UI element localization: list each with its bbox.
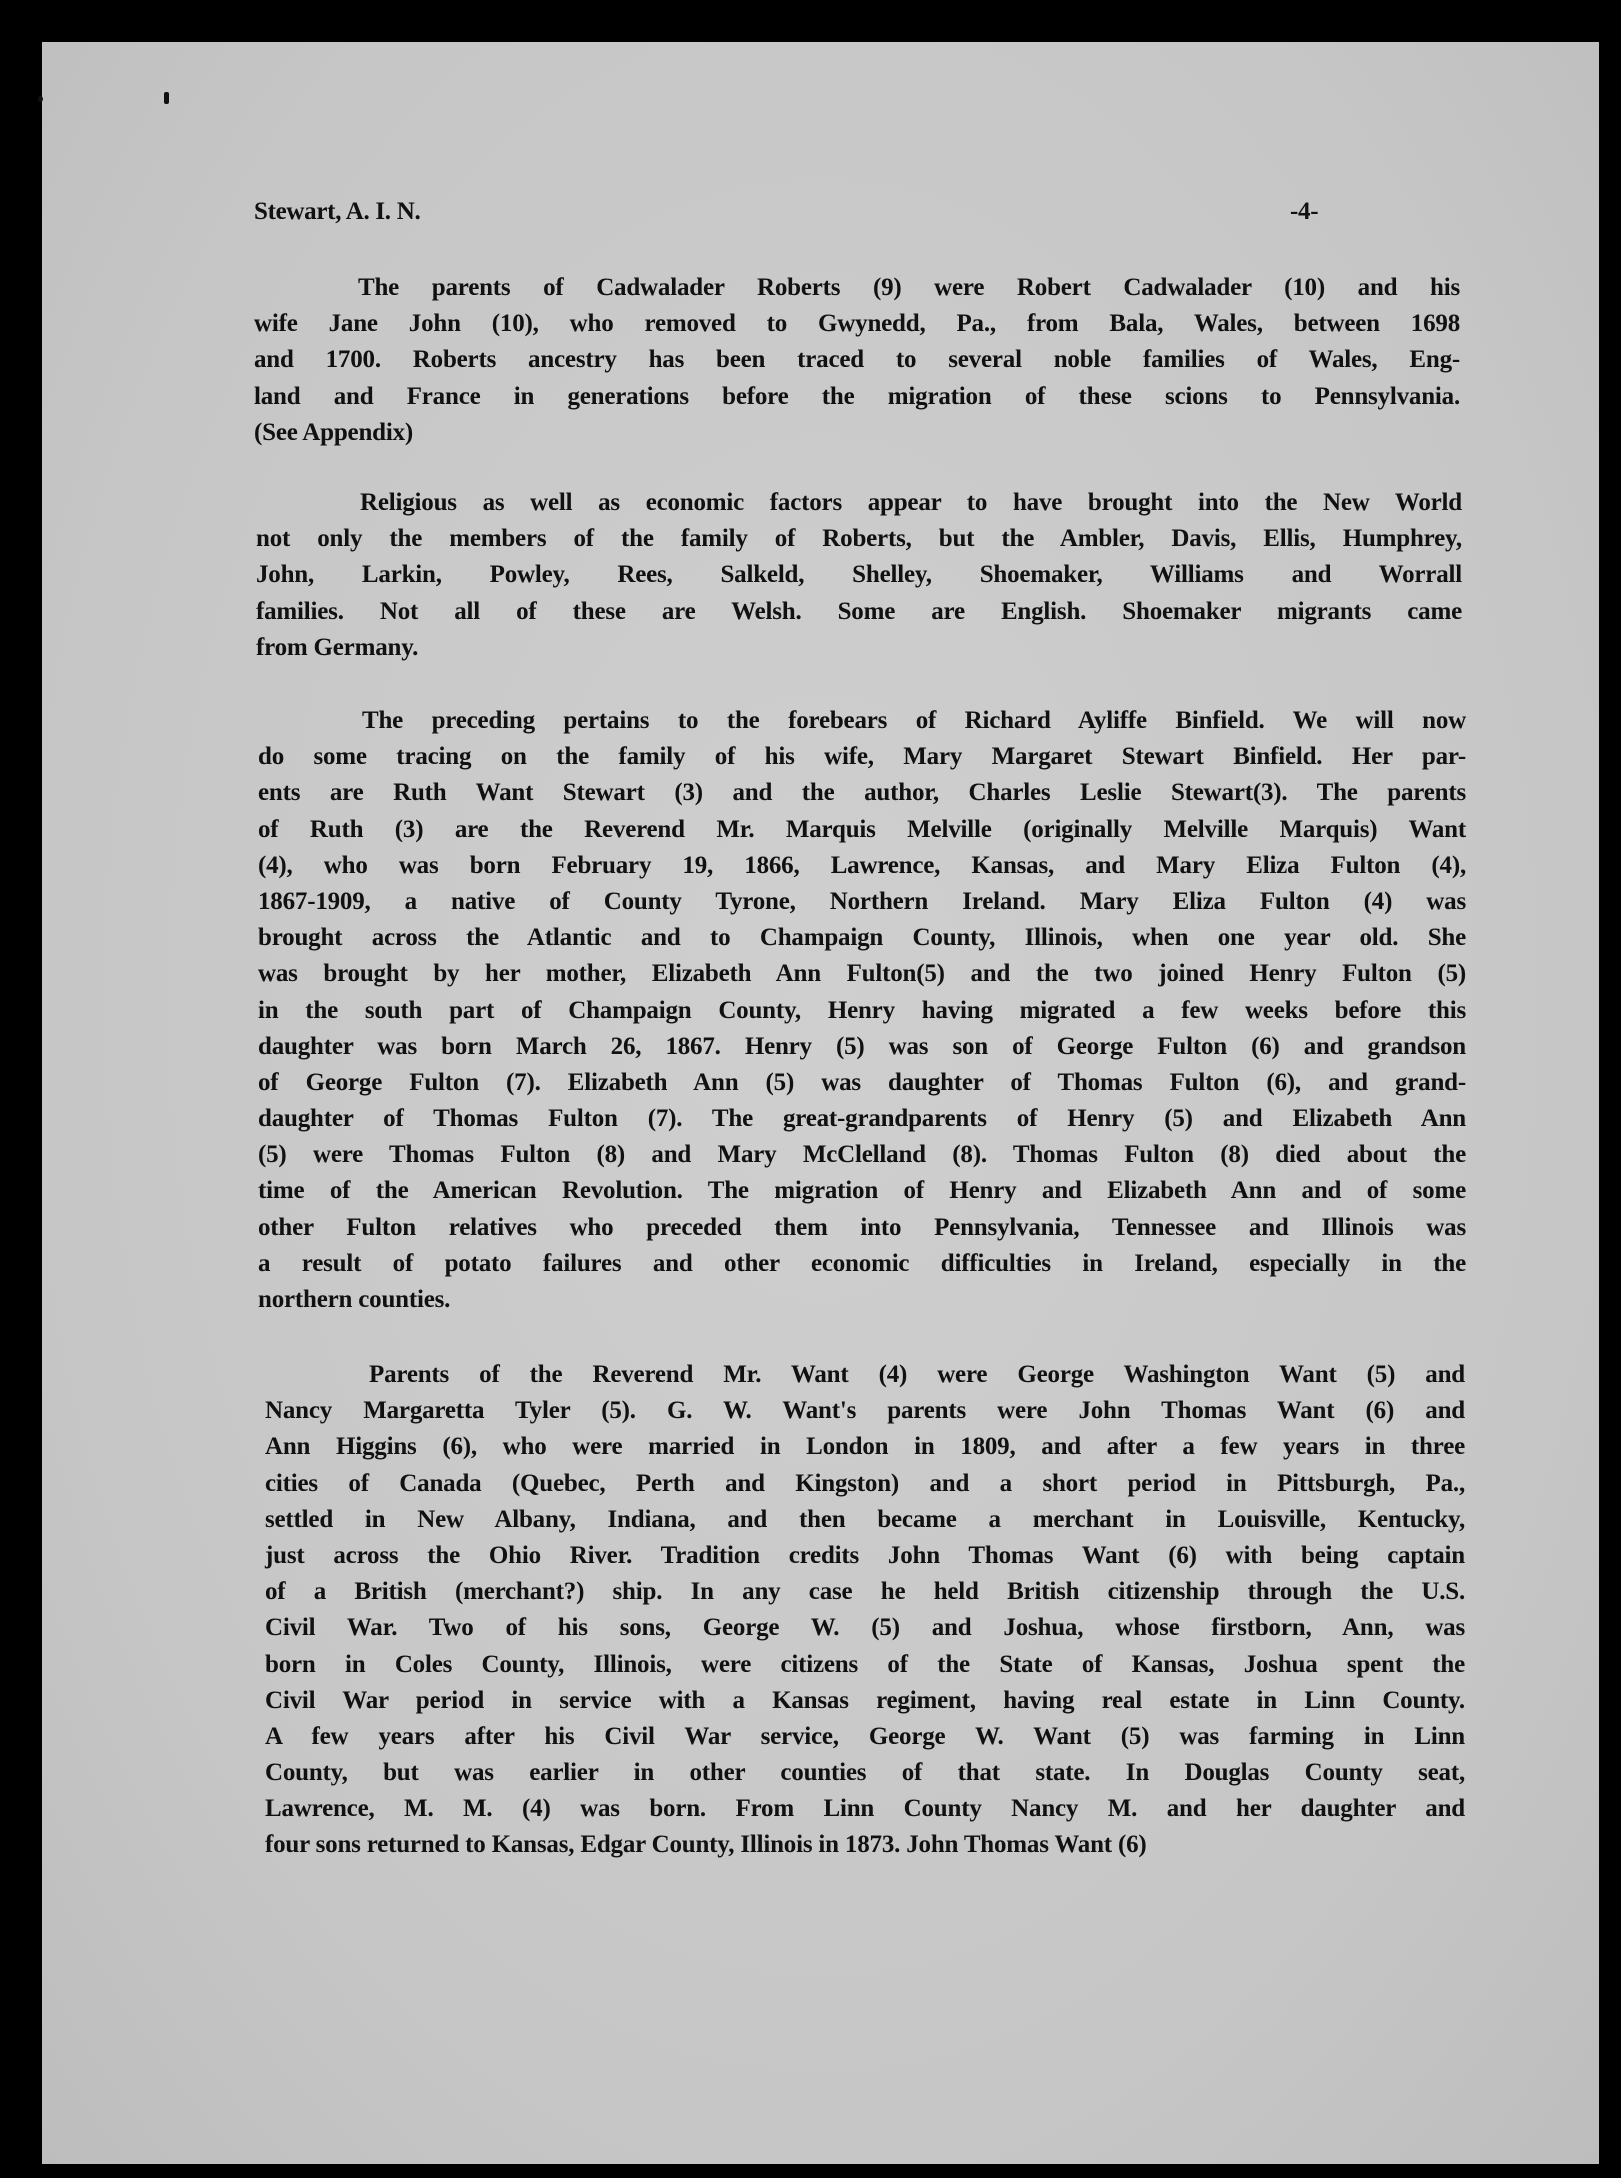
text-line: Lawrence, M. M. (4) was born. From Linn County Nancy M. and her daughter and [265,1795,1465,1823]
paragraph [254,270,1460,451]
paragraph [265,1357,1465,1864]
text-line: in the south part of Champaign County, Henry having migrated a few weeks before this [258,996,1466,1024]
page-number: -4- [1290,198,1319,225]
paragraph [258,703,1466,1318]
text-line: of George Fulton (7). Elizabeth Ann (5) was daughter of Thomas Fulton (6), and grand- [258,1068,1466,1096]
text-line: Civil War period in service with a Kansas regiment, having real estate in Linn County. [265,1686,1465,1714]
text-line: families. Not all of these are Welsh. Some are English. Shoemaker migrants came [256,597,1462,625]
text-line: do some tracing on the family of his wife, Mary Margaret Stewart Binfield. Her par- [258,743,1466,771]
text-line: born in Coles County, Illinois, were citizens of the State of Kansas, Joshua spent the [265,1650,1465,1678]
text-line: brought across the Atlantic and to Champaign County, Illinois, when one year old. She [258,924,1466,952]
speck-mark [38,96,43,102]
text-line: (See Appendix) [254,418,414,446]
text-line: time of the American Revolution. The migration of Henry and Elizabeth Ann and of some [258,1177,1466,1205]
text-line: daughter of Thomas Fulton (7). The great-grandparents of Henry (5) and Elizabeth Ann [258,1105,1466,1133]
text-line: settled in New Albany, Indiana, and then became a merchant in Louisville, Kentucky, [265,1505,1465,1533]
text-line: and 1700. Roberts ancestry has been traced to several noble families of Wales, Eng- [254,346,1460,374]
text-line: northern counties. [258,1286,451,1313]
text-line: wife Jane John (10), who removed to Gwynedd, Pa., from Bala, Wales, between 1698 [254,310,1460,338]
text-line: cities of Canada (Quebec, Perth and Kingston) and a short period in Pittsburgh, Pa., [265,1469,1465,1497]
text-line: Civil War. Two of his sons, George W. (5) and Joshua, whose firstborn, Ann, was [265,1614,1465,1642]
text-line: A few years after his Civil War service, George W. Want (5) was farming in Linn [265,1722,1465,1750]
text-line: Religious as well as economic factors appear to have brought into the New World [360,489,1462,516]
header-author: Stewart, A. I. N. [254,198,421,225]
text-line: John, Larkin, Powley, Rees, Salkeld, Shelley, Shoemaker, Williams and Worrall [256,561,1462,589]
text-line: County, but was earlier in other counties of that state. In Douglas County seat, [265,1759,1465,1787]
text-line: a result of potato failures and other economic difficulties in Ireland, especially in the [258,1249,1466,1277]
text-line: just across the Ohio River. Tradition credits John Thomas Want (6) with being captain [265,1541,1465,1569]
text-line: not only the members of the family of Roberts, but the Ambler, Davis, Ellis, Humphrey, [256,525,1462,553]
text-line: The parents of Cadwalader Roberts (9) were Robert Cadwalader (10) and his [358,274,1460,301]
text-line: (5) were Thomas Fulton (8) and Mary McClelland (8). Thomas Fulton (8) died about the [258,1141,1466,1169]
text-line: Nancy Margaretta Tyler (5). G. W. Want's parents were John Thomas Want (6) and [265,1397,1465,1425]
text-line: daughter was born March 26, 1867. Henry (5) was son of George Fulton (6) and grandson [258,1032,1466,1060]
text-line: (4), who was born February 19, 1866, Lawrence, Kansas, and Mary Eliza Fulton (4), [258,851,1466,879]
text-line: of Ruth (3) are the Reverend Mr. Marquis Melville (originally Melville Marquis) Want [258,815,1466,843]
text-line: land and France in generations before the migration of these scions to Pennsylvania. [254,382,1460,410]
text-line: Ann Higgins (6), who were married in London in 1809, and after a few years in three [265,1433,1465,1461]
speck-mark [164,92,169,104]
text-line: The preceding pertains to the forebears of Richard Ayliffe Binfield. We will now [362,707,1466,734]
text-line: other Fulton relatives who preceded them into Pennsylvania, Tennessee and Illinois was [258,1213,1466,1241]
text-line: 1867-1909, a native of County Tyrone, Northern Ireland. Mary Eliza Fulton (4) was [258,887,1466,915]
paragraph [256,485,1462,666]
text-line: from Germany. [256,633,419,661]
text-line: Parents of the Reverend Mr. Want (4) were George Washington Want (5) and [369,1361,1465,1388]
text-line: was brought by her mother, Elizabeth Ann Fulton(5) and the two joined Henry Fulton (5) [258,960,1466,988]
text-line: four sons returned to Kansas, Edgar County, Illinois in 1873. John Thomas Want (6) [265,1831,1147,1859]
text-line: of a British (merchant?) ship. In any case he held British citizenship through the U.S. [265,1578,1465,1606]
text-line: ents are Ruth Want Stewart (3) and the author, Charles Leslie Stewart(3). The parents [258,779,1466,807]
